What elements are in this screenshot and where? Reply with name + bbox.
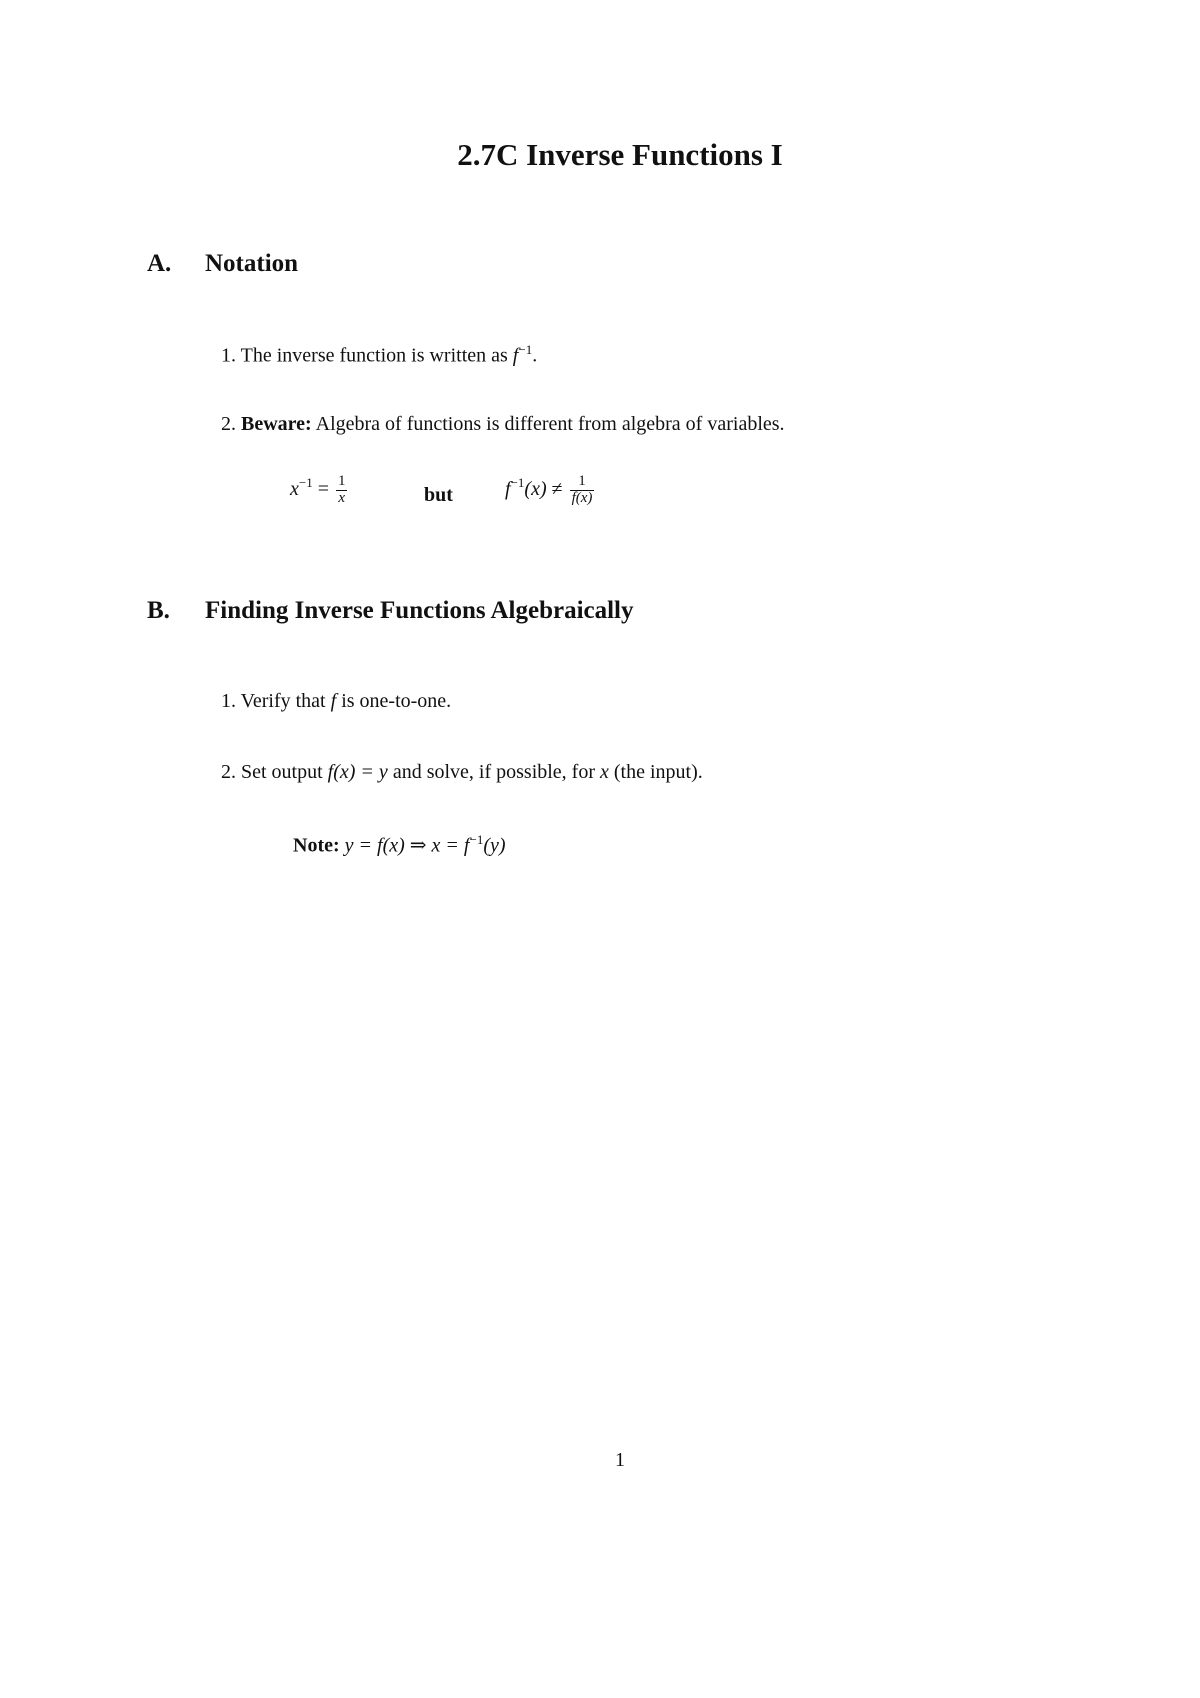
item-text-after: is one-to-one.: [341, 690, 452, 712]
fraction-one-over-fx: [570, 474, 595, 507]
fraction-one-over-x: [336, 474, 348, 507]
section-b-title: Finding Inverse Functions Algebraically: [205, 597, 634, 624]
item-text: The inverse function is written as: [240, 344, 508, 367]
frac-denominator: f(x): [571, 489, 593, 506]
page-number: 1: [615, 1449, 625, 1471]
math-fx-equals-y: f(x) = y: [327, 761, 388, 783]
note-label: Note:: [293, 834, 340, 857]
section-a-title: Notation: [205, 250, 299, 277]
section-b-item-2: [221, 761, 703, 784]
item-tail: .: [532, 344, 538, 367]
section-a-item-2: [221, 413, 785, 436]
frac-numerator: 1: [338, 473, 346, 489]
item-text-before: Set output: [241, 761, 323, 783]
not-equal-sign: ≠: [551, 477, 563, 500]
beware-label: Beware:: [241, 413, 312, 435]
note-expr-2-sup: −1: [469, 832, 484, 847]
beware-display-equation: [290, 474, 350, 507]
frac-denominator: x: [338, 489, 346, 506]
item-number: 1.: [221, 344, 236, 367]
item-text-before: Verify that: [240, 690, 326, 712]
item-number: 2.: [221, 761, 236, 783]
lhs-base: x: [290, 477, 299, 500]
item-text: Algebra of functions is different from algebra of variables.: [315, 413, 785, 435]
item-number: 1.: [221, 690, 236, 712]
section-b-heading: [147, 597, 634, 625]
item-text-after: (the input).: [613, 761, 703, 783]
math-f: f: [512, 344, 519, 367]
inverse-inequality: [505, 474, 596, 507]
section-a-letter: A.: [147, 250, 172, 277]
math-f: f: [330, 690, 337, 712]
page-title: 2.7C Inverse Functions I: [457, 137, 783, 172]
item-number: 2.: [221, 413, 236, 435]
math-x: x: [600, 761, 609, 783]
implies-arrow: ⇒: [409, 834, 427, 857]
note-expr-2-arg: (y): [483, 834, 506, 857]
math-sup: −1: [518, 342, 533, 357]
equals-sign: =: [317, 477, 330, 500]
item-text-mid: and solve, if possible, for: [392, 761, 595, 783]
note-line: [293, 832, 506, 858]
section-b-item-1: [221, 690, 451, 713]
section-a-item-1: [221, 342, 537, 368]
rhs-sup: −1: [510, 475, 525, 491]
section-a-heading: [147, 250, 298, 278]
lhs-sup: −1: [298, 475, 313, 491]
section-b-letter: B.: [147, 597, 170, 624]
rhs-base: f: [505, 477, 511, 500]
but-connector: but: [424, 484, 453, 506]
frac-numerator: 1: [578, 473, 586, 489]
note-expr-1: y = f(x): [344, 834, 405, 857]
rhs-arg: (x): [524, 477, 547, 500]
note-expr-2-base: x = f: [431, 834, 470, 857]
